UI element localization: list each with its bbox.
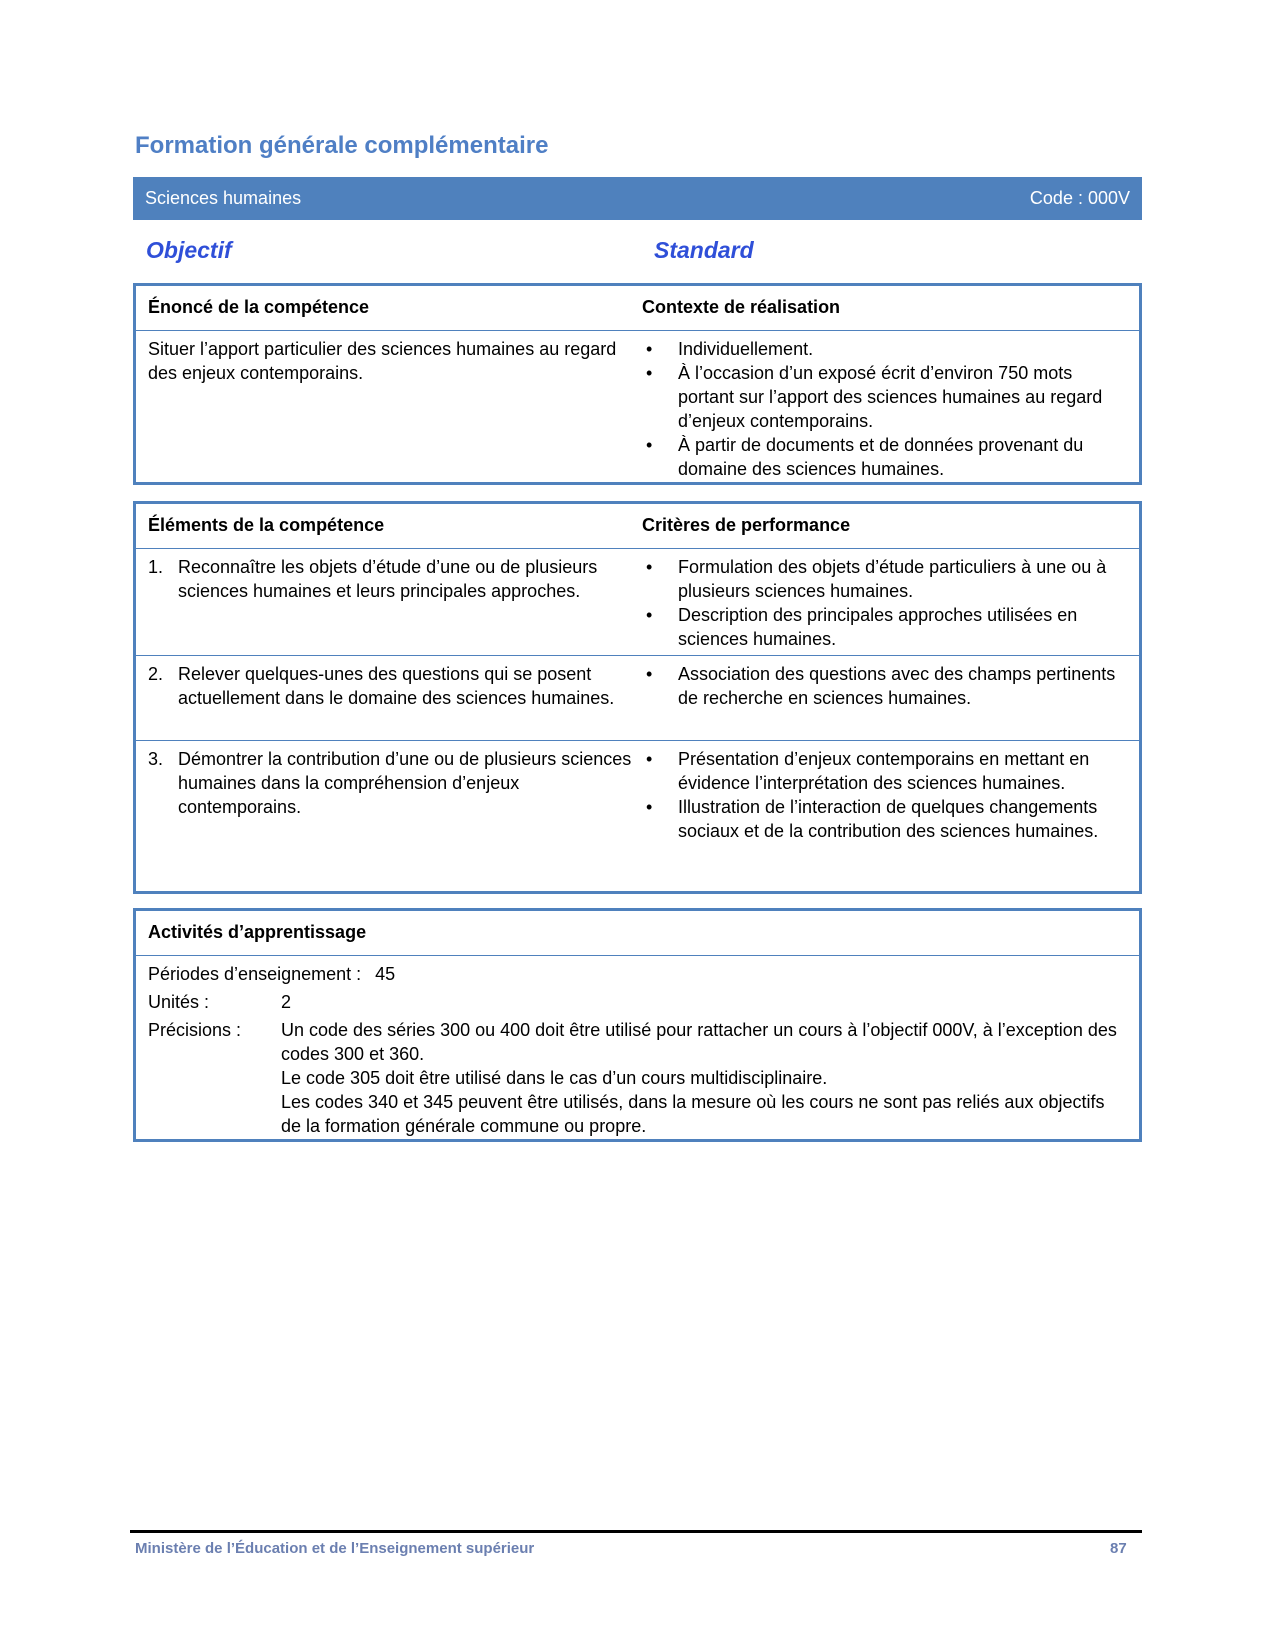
elements-box — [133, 501, 1142, 894]
footer-ministry: Ministère de l’Éducation et de l’Enseignement supérieur — [135, 1540, 535, 1557]
page-number: 87 — [1110, 1540, 1127, 1557]
elements-heading: Éléments de la compétence — [148, 515, 385, 535]
list-item: • Formulation des objets d’étude particuliers à une ou à plusieurs sciences humaines. — [646, 557, 1107, 601]
list-item: • À partir de documents et de données provenant du domaine des sciences humaines. — [646, 435, 1084, 479]
element-item: 3. Démontrer la contribution d’une ou de plusieurs sciences humaines dans la compréhension d’enjeux contemporains. — [148, 749, 632, 817]
unites-label: Unités : — [148, 992, 210, 1012]
objectif-label: Objectif — [146, 237, 232, 263]
enonce-box — [133, 283, 1142, 485]
enonce-text: Situer l’apport particulier des sciences humaines au regard des enjeux contemporains. — [148, 339, 617, 383]
elements-header-row — [136, 504, 1139, 548]
unites-value: 2 — [281, 992, 292, 1012]
activites-header-row — [136, 911, 1139, 955]
subject-name: Sciences humaines — [145, 188, 302, 208]
list-item: • Présentation d’enjeux contemporains en mettant en évidence l’interprétation des sciences humaines. — [646, 749, 1090, 793]
precisions-row — [148, 1018, 1127, 1138]
list-item: • Association des questions avec des champs pertinents de recherche en sciences humaines. — [646, 664, 1116, 708]
standard-label: Standard — [654, 237, 754, 263]
footer-divider — [130, 1530, 1142, 1533]
page-title: Formation générale complémentaire — [135, 132, 549, 159]
enonce-heading: Énoncé de la compétence — [148, 297, 370, 317]
list-item: • Individuellement. — [646, 339, 814, 359]
list-item: • À l’occasion d’un exposé écrit d’environ 750 mots portant sur l’apport des sciences humaines au regard d’enjeux contemporains. — [646, 363, 1103, 431]
periodes-label: Périodes d’enseignement : — [148, 964, 362, 984]
unites-row — [148, 990, 1127, 1014]
list-item: Le code 305 doit être utilisé dans le cas d’un cours multidisciplinaire. — [281, 1068, 828, 1088]
activites-box — [133, 908, 1142, 1142]
activites-heading: Activités d’apprentissage — [148, 922, 367, 942]
periodes-row — [148, 962, 1127, 986]
table-row — [136, 548, 1139, 655]
contexte-heading: Contexte de réalisation — [642, 297, 841, 317]
table-row — [136, 655, 1139, 740]
element-item: 2. Relever quelques-unes des questions qui se posent actuellement dans le domaine des sciences humaines. — [148, 664, 615, 708]
list-item: • Illustration de l’interaction de quelques changements sociaux et de la contribution des sciences humaines. — [646, 797, 1099, 841]
list-item: Les codes 340 et 345 peuvent être utilisés, dans la mesure où les cours ne sont pas reliés aux objectifs de la formation générale commune ou propre. — [281, 1092, 1105, 1136]
list-item: • Description des principales approches utilisées en sciences humaines. — [646, 605, 1078, 649]
enonce-header-row — [136, 286, 1139, 330]
periodes-value: 45 — [375, 964, 396, 984]
enonce-body-row — [136, 330, 1139, 489]
activites-body — [136, 955, 1139, 1144]
precisions-label: Précisions : — [148, 1020, 242, 1040]
subject-code: Code : 000V — [1029, 188, 1130, 208]
table-row — [136, 740, 1139, 893]
precisions-list — [281, 1018, 1127, 1138]
subject-bar — [133, 177, 1142, 220]
criteres-heading: Critères de performance — [642, 515, 851, 535]
list-item: Un code des séries 300 ou 400 doit être utilisé pour rattacher un cours à l’objectif 000V, à l’exception des codes 300 et 360. — [281, 1020, 1117, 1064]
contexte-list — [642, 331, 1139, 489]
element-item: 1. Reconnaître les objets d’étude d’une ou de plusieurs sciences humaines et leurs principales approches. — [148, 557, 598, 601]
